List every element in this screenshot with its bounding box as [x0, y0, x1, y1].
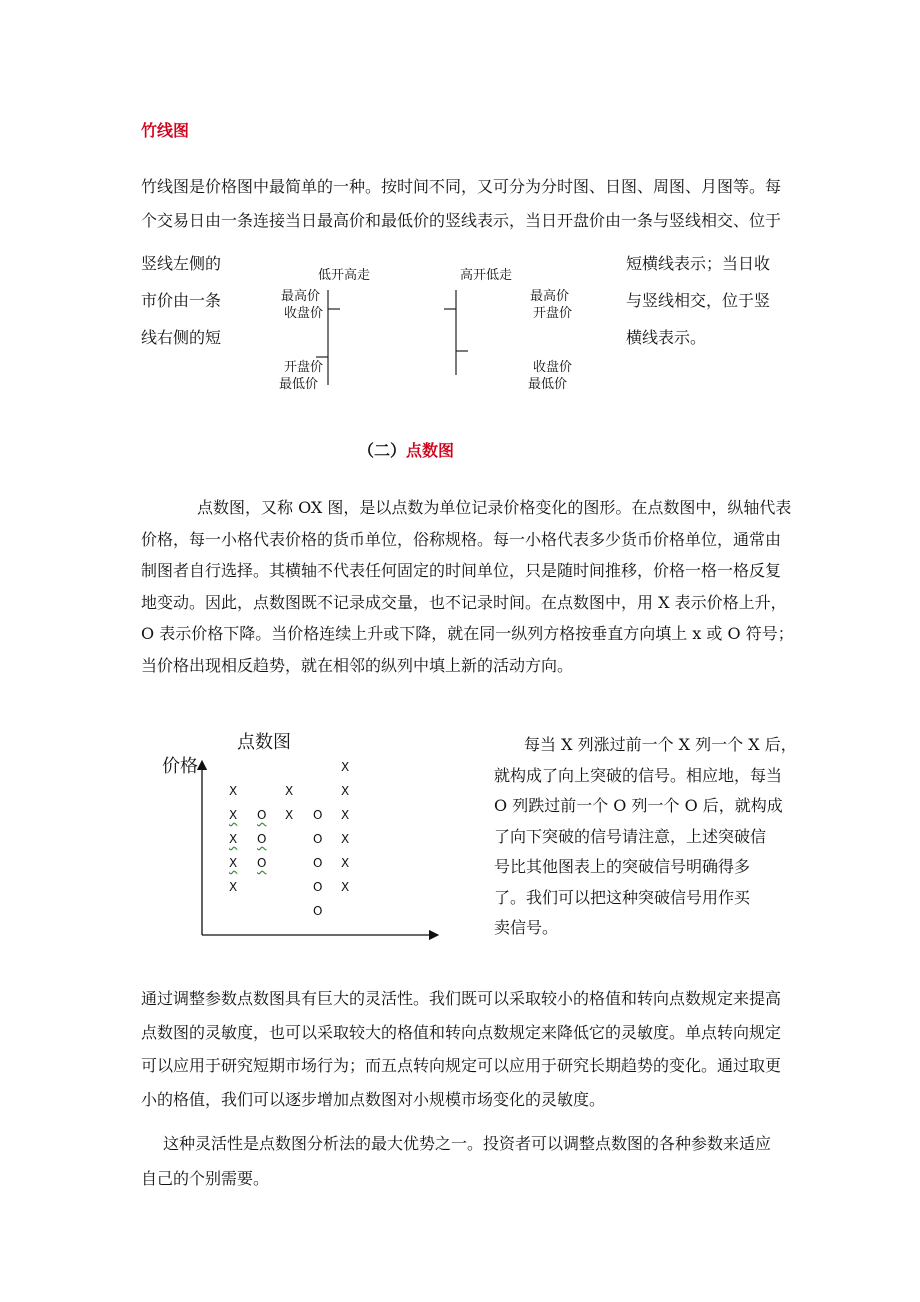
low-price-label: 最低价 [528, 377, 568, 392]
point-figure-intro-paragraph [141, 492, 794, 681]
x-mark: X [341, 808, 350, 822]
x-mark: X [285, 808, 294, 822]
diagram-title: 低开高走 [318, 268, 371, 283]
x-mark: X [229, 832, 238, 846]
chart-title: 点数图 [237, 732, 291, 753]
x-mark: X [341, 880, 350, 894]
x-mark: X [229, 880, 238, 894]
bamboo-intro-paragraph [141, 170, 781, 238]
advantage-paragraph [141, 1126, 781, 1196]
text-line: 线右侧的短 [141, 328, 222, 347]
section-title: 点数图 [406, 441, 455, 460]
text-line: 市价由一条 [141, 291, 222, 310]
text-line: 竖线左侧的 [141, 254, 222, 273]
close-price-label: 收盘价 [284, 306, 324, 321]
o-mark: O [257, 856, 267, 870]
text-line: 制图者自行选择。其横轴不代表任何固定的时间单位，只是随时间推移，价格一格一格反复 [141, 561, 782, 580]
o-mark: O [313, 808, 323, 822]
text-line: 短横线表示；当日收 [626, 254, 771, 273]
text-line: 这种灵活性是点数图分析法的最大优势之一。投资者可以调整点数图的各种参数来适应 [163, 1134, 772, 1153]
text-line: 价格，每一小格代表价格的货币单位，俗称规格。每一小格代表多少货币价格单位，通常由 [141, 529, 782, 549]
o-mark: O [257, 808, 267, 822]
o-mark: O [313, 856, 323, 870]
x-mark: X [341, 784, 350, 798]
text-line: 自己的个别需要。 [141, 1169, 270, 1188]
section-number: （二） [358, 441, 407, 460]
open-price-label: 开盘价 [533, 306, 573, 321]
bamboo-right-text [626, 245, 786, 356]
section-heading-point-figure [358, 438, 454, 461]
section-title-bamboo-chart: 竹线图 [141, 121, 190, 140]
breakout-explanation [494, 730, 797, 944]
o-mark: O [313, 904, 323, 918]
text-line: 竹线图是价格图中最简单的一种。按时间不同，又可分为分时图、日图、周图、月图等。每 [141, 177, 782, 196]
x-mark: X [341, 832, 350, 846]
bamboo-bar-left [300, 285, 360, 395]
text-line: 了向下突破的信号请注意，上述突破信 [494, 826, 767, 846]
open-price-label: 开盘价 [284, 360, 324, 375]
x-mark: X [229, 856, 238, 870]
text-line: 当价格出现相反趋势，就在相邻的纵列中填上新的活动方向。 [141, 655, 574, 675]
text-line: 小的格值，我们可以逐步增加点数图对小规模市场变化的灵敏度。 [141, 1089, 606, 1109]
text-line: 点数图的灵敏度，也可以采取较大的格值和转向点数规定来降低它的灵敏度。单点转向规定 [141, 1022, 782, 1042]
flexibility-paragraph [141, 982, 781, 1116]
x-mark: X [341, 856, 350, 870]
text-line: 与竖线相交，位于竖 [626, 291, 771, 310]
bamboo-bar-right [440, 285, 500, 395]
text-line: 卖信号。 [494, 918, 559, 937]
x-mark: X [229, 808, 238, 822]
text-line: 地变动。因此，点数图既不记录成交量，也不记录时间。在点数图中，用 X 表示价格上升， [141, 592, 787, 612]
x-mark: X [285, 784, 294, 798]
text-line: 了。我们可以把这种突破信号用作买 [494, 887, 751, 907]
text-line: 号比其他图表上的突破信号明确得多 [494, 857, 751, 876]
text-line: 每当 X 列涨过前一个 X 列一个 X 后， [524, 735, 797, 754]
chart-y-label: 价格 [162, 756, 198, 777]
text-line: 就构成了向上突破的信号。相应地，每当 [494, 765, 783, 785]
x-mark: X [341, 760, 350, 774]
text-line: O 表示价格下降。当价格连续上升或下降，就在同一纵列方格按垂直方向填上 x 或 O 符号； [141, 624, 794, 643]
bamboo-left-text [141, 245, 241, 356]
high-price-label: 最高价 [281, 289, 321, 304]
o-mark: O [313, 832, 323, 846]
o-mark: O [313, 880, 323, 894]
text-line: 通过调整参数点数图具有巨大的灵活性。我们既可以采取较小的格值和转向点数规定来提高 [141, 989, 782, 1008]
text-line: 点数图，又称 OX 图，是以点数为单位记录价格变化的图形。在点数图中，纵轴代表 [197, 498, 792, 517]
x-mark: X [229, 784, 238, 798]
close-price-label: 收盘价 [533, 360, 573, 375]
text-line: O 列跌过前一个 O 列一个 O 后，就构成 [494, 796, 783, 815]
high-price-label: 最高价 [530, 289, 570, 304]
o-mark: O [257, 832, 267, 846]
text-line: 可以应用于研究短期市场行为；而五点转向规定可以应用于研究长期趋势的变化。通过取更 [141, 1056, 782, 1075]
text-line: 个交易日由一条连接当日最高价和最低价的竖线表示，当日开盘价由一条与竖线相交、位于 [141, 211, 782, 230]
text-line: 横线表示。 [626, 328, 707, 347]
low-price-label: 最低价 [279, 377, 319, 392]
diagram-title: 高开低走 [460, 268, 513, 283]
